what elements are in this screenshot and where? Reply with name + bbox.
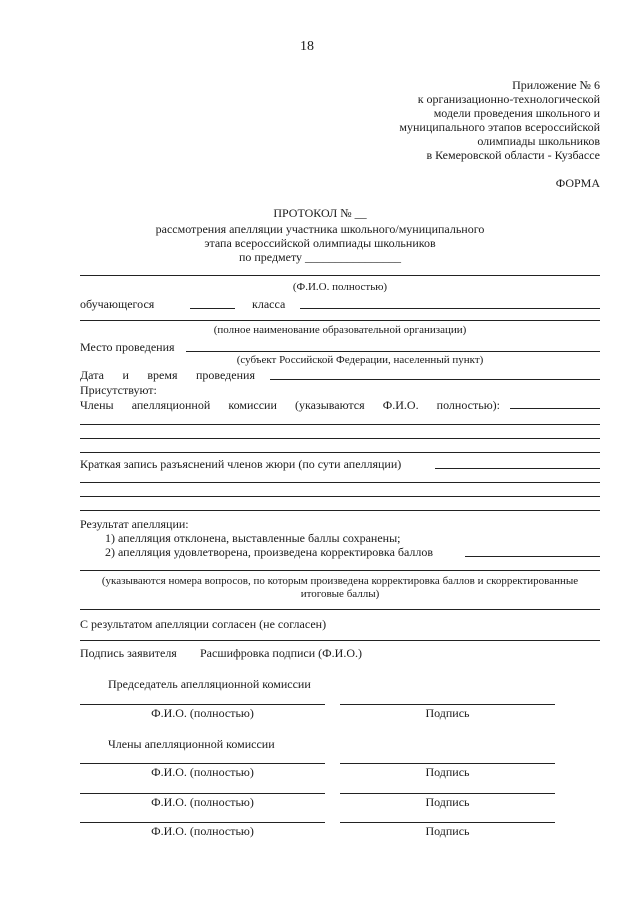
correction-line[interactable] — [80, 570, 600, 571]
date-word: Дата — [80, 368, 104, 382]
organization-caption: (полное наименование образовательной организации) — [213, 324, 467, 336]
agreement-label: С результатом апелляции согласен (не согласен) — [80, 617, 327, 631]
page-number: 18 — [300, 39, 314, 54]
applicant-signature-label: Подпись заявителя — [80, 646, 177, 660]
member-fio-caption: Ф.И.О. (полностью) — [151, 824, 254, 838]
protocol-subject: по предмету ________________ — [238, 250, 402, 264]
appendix-line: к организационно-технологической — [417, 92, 600, 106]
member-signature-line[interactable] — [340, 793, 555, 794]
chair-label: Председатель апелляционной комиссии — [108, 677, 311, 691]
present-label: Присутствуют: — [80, 383, 157, 397]
member-fio-caption: Ф.И.О. (полностью) — [151, 795, 254, 809]
organization-line[interactable] — [80, 320, 600, 321]
appendix-line: олимпиады школьников — [477, 134, 600, 148]
result-option-rejected: 1) апелляция отклонена, выставленные баллы сохранены; — [105, 531, 401, 545]
date-time-line[interactable] — [270, 379, 600, 380]
members-line[interactable] — [80, 452, 600, 453]
grade-line[interactable] — [190, 308, 235, 309]
members-word: Ф.И.О. — [382, 398, 419, 412]
region-caption: (субъект Российской Федерации, населенный пункт) — [236, 354, 484, 366]
summary-line[interactable] — [80, 482, 600, 483]
protocol-subtitle-2: этапа всероссийской олимпиады школьников — [204, 236, 436, 250]
protocol-subtitle-1: рассмотрения апелляции участника школьного/муниципального — [155, 222, 485, 236]
members-word: полностью): — [436, 398, 500, 412]
fio-caption: (Ф.И.О. полностью) — [292, 281, 388, 293]
protocol-title: ПРОТОКОЛ № __ — [273, 206, 367, 220]
members-word: апелляционной — [131, 398, 211, 412]
correction-caption: итоговые баллы) — [300, 588, 380, 600]
chair-fio-caption: Ф.И.О. (полностью) — [151, 706, 254, 720]
result-label: Результат апелляции: — [80, 517, 189, 531]
member-signature-caption: Подпись — [425, 765, 470, 779]
result-option-approved: 2) апелляция удовлетворена, произведена корректировка баллов — [105, 545, 434, 559]
summary-line[interactable] — [80, 510, 600, 511]
appendix-line: модели проведения школьного и — [433, 106, 600, 120]
members-label — [80, 398, 500, 412]
appendix-line: в Кемеровской области - Кузбассе — [426, 148, 600, 162]
summary-line[interactable] — [435, 468, 600, 469]
member-fio-line[interactable] — [80, 822, 325, 823]
members-word: Члены — [80, 398, 114, 412]
date-word: проведения — [196, 368, 255, 382]
place-line[interactable] — [186, 351, 600, 352]
members-word: комиссии — [228, 398, 277, 412]
appendix-line: Приложение № 6 — [512, 78, 600, 92]
members-signatures-label: Члены апелляционной комиссии — [108, 737, 275, 751]
members-word: (указываются — [294, 398, 365, 412]
members-line[interactable] — [80, 424, 600, 425]
student-label: обучающегося — [80, 297, 155, 311]
chair-fio-line[interactable] — [80, 704, 325, 705]
member-signature-caption: Подпись — [425, 824, 470, 838]
member-fio-line[interactable] — [80, 763, 325, 764]
class-label: класса — [252, 297, 286, 311]
members-line[interactable] — [80, 438, 600, 439]
summary-label: Краткая запись разъяснений членов жюри (по сути апелляции) — [80, 457, 402, 471]
applicant-decode-label: Расшифровка подписи (Ф.И.О.) — [200, 646, 362, 660]
member-signature-caption: Подпись — [425, 795, 470, 809]
appendix-line: муниципального этапов всероссийской — [399, 120, 600, 134]
date-word: и — [122, 368, 129, 382]
members-line[interactable] — [510, 408, 600, 409]
correction-line[interactable] — [80, 609, 600, 610]
date-word: время — [147, 368, 178, 382]
form-label: ФОРМА — [555, 176, 600, 190]
member-signature-line[interactable] — [340, 763, 555, 764]
chair-signature-caption: Подпись — [425, 706, 470, 720]
correction-line[interactable] — [465, 556, 600, 557]
member-fio-line[interactable] — [80, 793, 325, 794]
summary-line[interactable] — [80, 496, 600, 497]
place-label: Место проведения — [80, 340, 175, 354]
class-org-line[interactable] — [300, 308, 600, 309]
fio-line[interactable] — [80, 275, 600, 276]
date-time-label — [80, 368, 255, 382]
agreement-line[interactable] — [80, 640, 600, 641]
chair-signature-line[interactable] — [340, 704, 555, 705]
correction-caption: (указываются номера вопросов, по которым произведена корректировка баллов и скорректированные — [101, 575, 579, 587]
member-signature-line[interactable] — [340, 822, 555, 823]
member-fio-caption: Ф.И.О. (полностью) — [151, 765, 254, 779]
